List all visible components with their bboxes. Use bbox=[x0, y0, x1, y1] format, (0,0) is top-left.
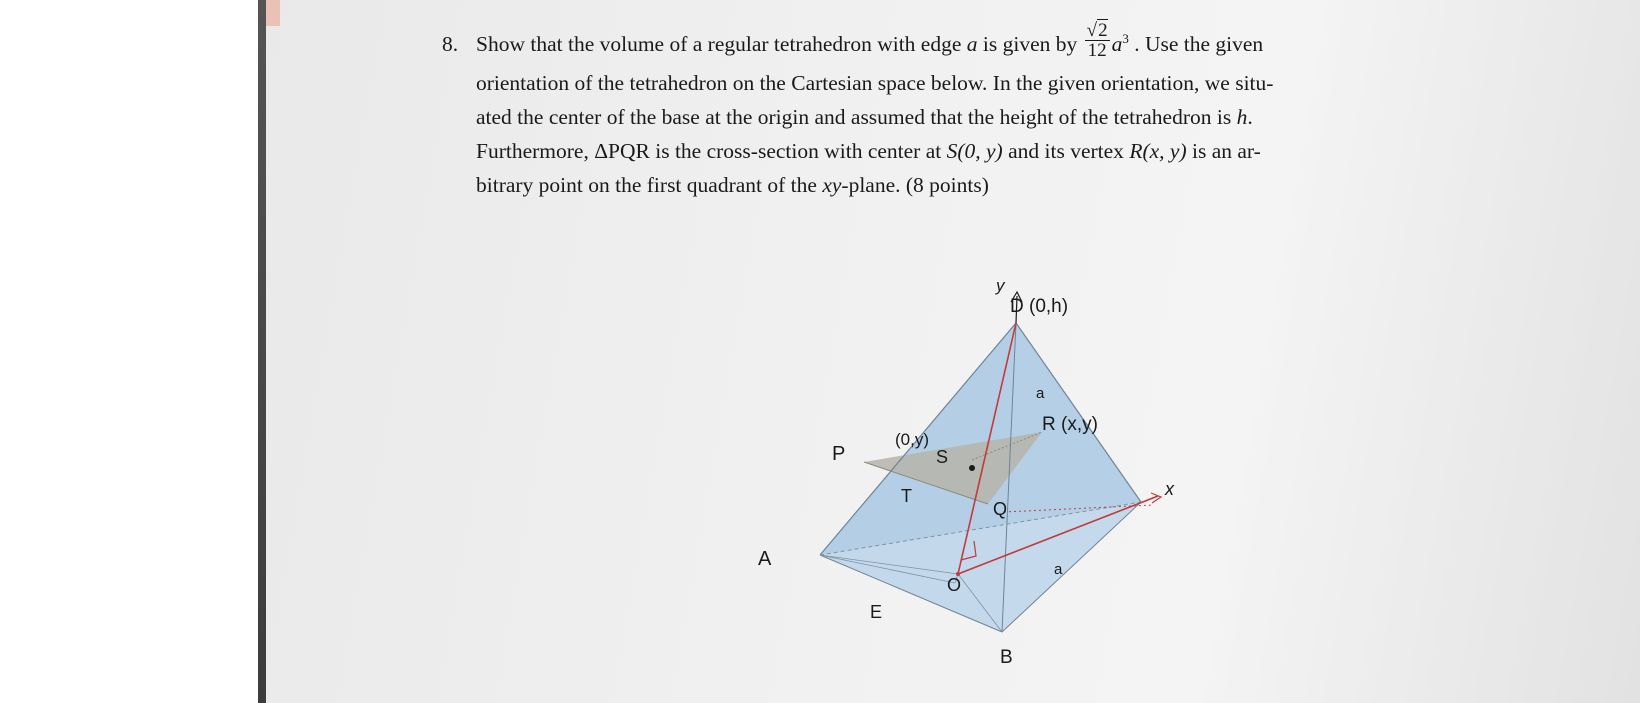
line1-intro: Show that the volume of a regular tetrahedron with edge bbox=[476, 32, 962, 57]
document-photo bbox=[258, 0, 1640, 703]
problem-number: 8. bbox=[442, 32, 459, 57]
vertex-q-label: Q bbox=[993, 499, 1008, 519]
problem-line-2: orientation of the tetrahedron on the Cartesian space below. In the given orientation, we situ- bbox=[476, 70, 1274, 95]
line5-text: bitrary point on the first quadrant of the bbox=[476, 172, 817, 197]
center-point: S(0, y) bbox=[946, 138, 1003, 163]
line4-text: Furthermore, ΔPQR is the cross-section with center at bbox=[476, 138, 942, 163]
vertex-d-label: D (0,h) bbox=[1010, 296, 1069, 317]
line3-text: ated the center of the base at the origin and assumed that the height of the tetrahedron is bbox=[476, 104, 1232, 129]
height-variable: h bbox=[1236, 104, 1248, 129]
sqrt-radicand: 2 bbox=[1098, 19, 1108, 41]
vertex-a-label: A bbox=[758, 548, 772, 570]
line4-middle: and its vertex bbox=[1008, 138, 1124, 163]
edge-a-bottom-label: a bbox=[1054, 561, 1063, 578]
s-coordinate-label: (0,y) bbox=[895, 430, 929, 449]
tetrahedron-diagram bbox=[258, 0, 1640, 703]
fraction-exponent: 3 bbox=[1122, 31, 1129, 46]
line1-tail: . Use the given bbox=[1134, 32, 1264, 57]
x-axis-label: x bbox=[1165, 479, 1174, 499]
line5-end: -plane. (8 points) bbox=[841, 172, 989, 197]
fraction-variable: a bbox=[1111, 32, 1123, 57]
vertex-p-label: P bbox=[832, 443, 846, 465]
y-axis-label: y bbox=[996, 276, 1005, 295]
line3-end: . bbox=[1247, 104, 1253, 129]
vertex-b-label: B bbox=[1000, 647, 1013, 668]
plane-variable: xy bbox=[822, 172, 842, 197]
given-by-text: is given by bbox=[982, 32, 1078, 57]
point-e-label: E bbox=[870, 602, 883, 622]
point-t-label: T bbox=[901, 486, 912, 506]
fraction-denominator: 12 bbox=[1087, 39, 1107, 61]
line4-end: is an ar- bbox=[1191, 138, 1261, 163]
point-s bbox=[969, 465, 975, 471]
sqrt-symbol: √ bbox=[1086, 19, 1098, 41]
point-s-label: S bbox=[936, 447, 949, 467]
vertex-r-label: R (x,y) bbox=[1042, 414, 1098, 435]
edge-variable: a bbox=[966, 32, 978, 57]
vertex-point: R(x, y) bbox=[1129, 138, 1187, 163]
edge-a-top-label: a bbox=[1036, 385, 1045, 402]
origin-o-label: O bbox=[947, 575, 962, 595]
